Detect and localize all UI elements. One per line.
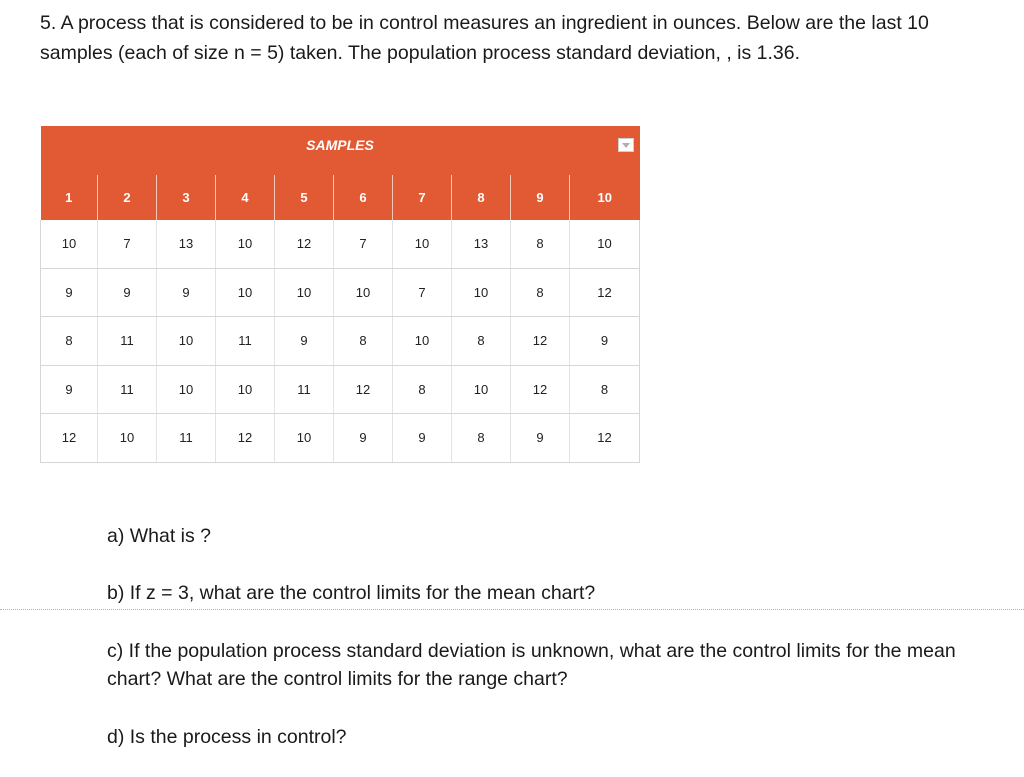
table-cell: 12	[570, 414, 640, 463]
table-cell: 8	[393, 365, 452, 414]
question-a: a) What is ?	[107, 525, 212, 547]
table-cell: 10	[41, 220, 98, 268]
table-cell: 12	[511, 365, 570, 414]
table-cell: 11	[275, 365, 334, 414]
table-cell: 12	[275, 220, 334, 268]
table-banner-row	[41, 126, 640, 164]
table-cell: 11	[157, 414, 216, 463]
samples-table	[40, 126, 640, 463]
column-header[interactable]: 6	[334, 175, 393, 220]
question-c: c) If the population process standard deviation is unknown, what are the control limits for the mean chart? What are the control limits for the range chart?	[107, 640, 956, 690]
table-banner-spacer	[41, 164, 640, 175]
table-row	[41, 268, 640, 317]
table-cell: 9	[98, 268, 157, 317]
table-row	[41, 317, 640, 366]
samples-banner-label: SAMPLES	[306, 137, 374, 153]
problem-statement: 5. A process that is considered to be in control measures an ingredient in ounces. Below are the last 10 samples (each of size n = 5) taken. The population process standard deviation, , is 1.36.	[40, 12, 929, 64]
table-cell: 10	[275, 268, 334, 317]
table-cell: 10	[216, 268, 275, 317]
table-cell: 11	[98, 365, 157, 414]
table-cell: 12	[511, 317, 570, 366]
table-row	[41, 414, 640, 463]
table-cell: 8	[41, 317, 98, 366]
table-cell: 8	[511, 220, 570, 268]
column-header[interactable]: 10	[570, 175, 640, 220]
table-cell: 12	[41, 414, 98, 463]
table-cell: 10	[393, 220, 452, 268]
table-cell: 7	[334, 220, 393, 268]
column-header[interactable]: 9	[511, 175, 570, 220]
table-cell: 8	[452, 414, 511, 463]
table-cell: 12	[570, 268, 640, 317]
table-cell: 10	[98, 414, 157, 463]
table-cell: 9	[393, 414, 452, 463]
question-b: b) If z = 3, what are the control limits for the mean chart?	[107, 582, 596, 604]
page-divider	[0, 609, 1024, 610]
table-header-row	[41, 175, 640, 220]
table-cell: 9	[157, 268, 216, 317]
table-cell: 10	[157, 317, 216, 366]
table-cell: 8	[511, 268, 570, 317]
samples-banner	[41, 126, 640, 164]
table-cell: 10	[334, 268, 393, 317]
table-cell: 10	[452, 268, 511, 317]
table-cell: 9	[41, 268, 98, 317]
column-header[interactable]: 4	[216, 175, 275, 220]
table-cell: 10	[275, 414, 334, 463]
table-cell: 12	[334, 365, 393, 414]
table-cell: 12	[216, 414, 275, 463]
column-header[interactable]: 8	[452, 175, 511, 220]
column-header[interactable]: 2	[98, 175, 157, 220]
column-header[interactable]: 7	[393, 175, 452, 220]
table-cell: 10	[157, 365, 216, 414]
table-cell: 9	[41, 365, 98, 414]
table-cell: 13	[452, 220, 511, 268]
table-cell: 8	[452, 317, 511, 366]
table-cell: 10	[570, 220, 640, 268]
table-cell: 10	[216, 365, 275, 414]
table-cell: 13	[157, 220, 216, 268]
table-cell: 10	[216, 220, 275, 268]
table-cell: 11	[98, 317, 157, 366]
column-header[interactable]: 5	[275, 175, 334, 220]
table-row	[41, 365, 640, 414]
table-cell: 9	[511, 414, 570, 463]
table-cell: 9	[570, 317, 640, 366]
table-cell: 8	[570, 365, 640, 414]
dropdown-filter-icon[interactable]	[618, 138, 634, 152]
table-cell: 7	[98, 220, 157, 268]
table-cell: 8	[334, 317, 393, 366]
column-header[interactable]: 3	[157, 175, 216, 220]
table-cell: 10	[452, 365, 511, 414]
table-cell: 7	[393, 268, 452, 317]
column-header[interactable]: 1	[41, 175, 98, 220]
table-row	[41, 220, 640, 268]
table-cell: 10	[393, 317, 452, 366]
table-cell: 9	[334, 414, 393, 463]
table-cell: 11	[216, 317, 275, 366]
question-d: d) Is the process in control?	[107, 726, 347, 748]
table-cell: 9	[275, 317, 334, 366]
